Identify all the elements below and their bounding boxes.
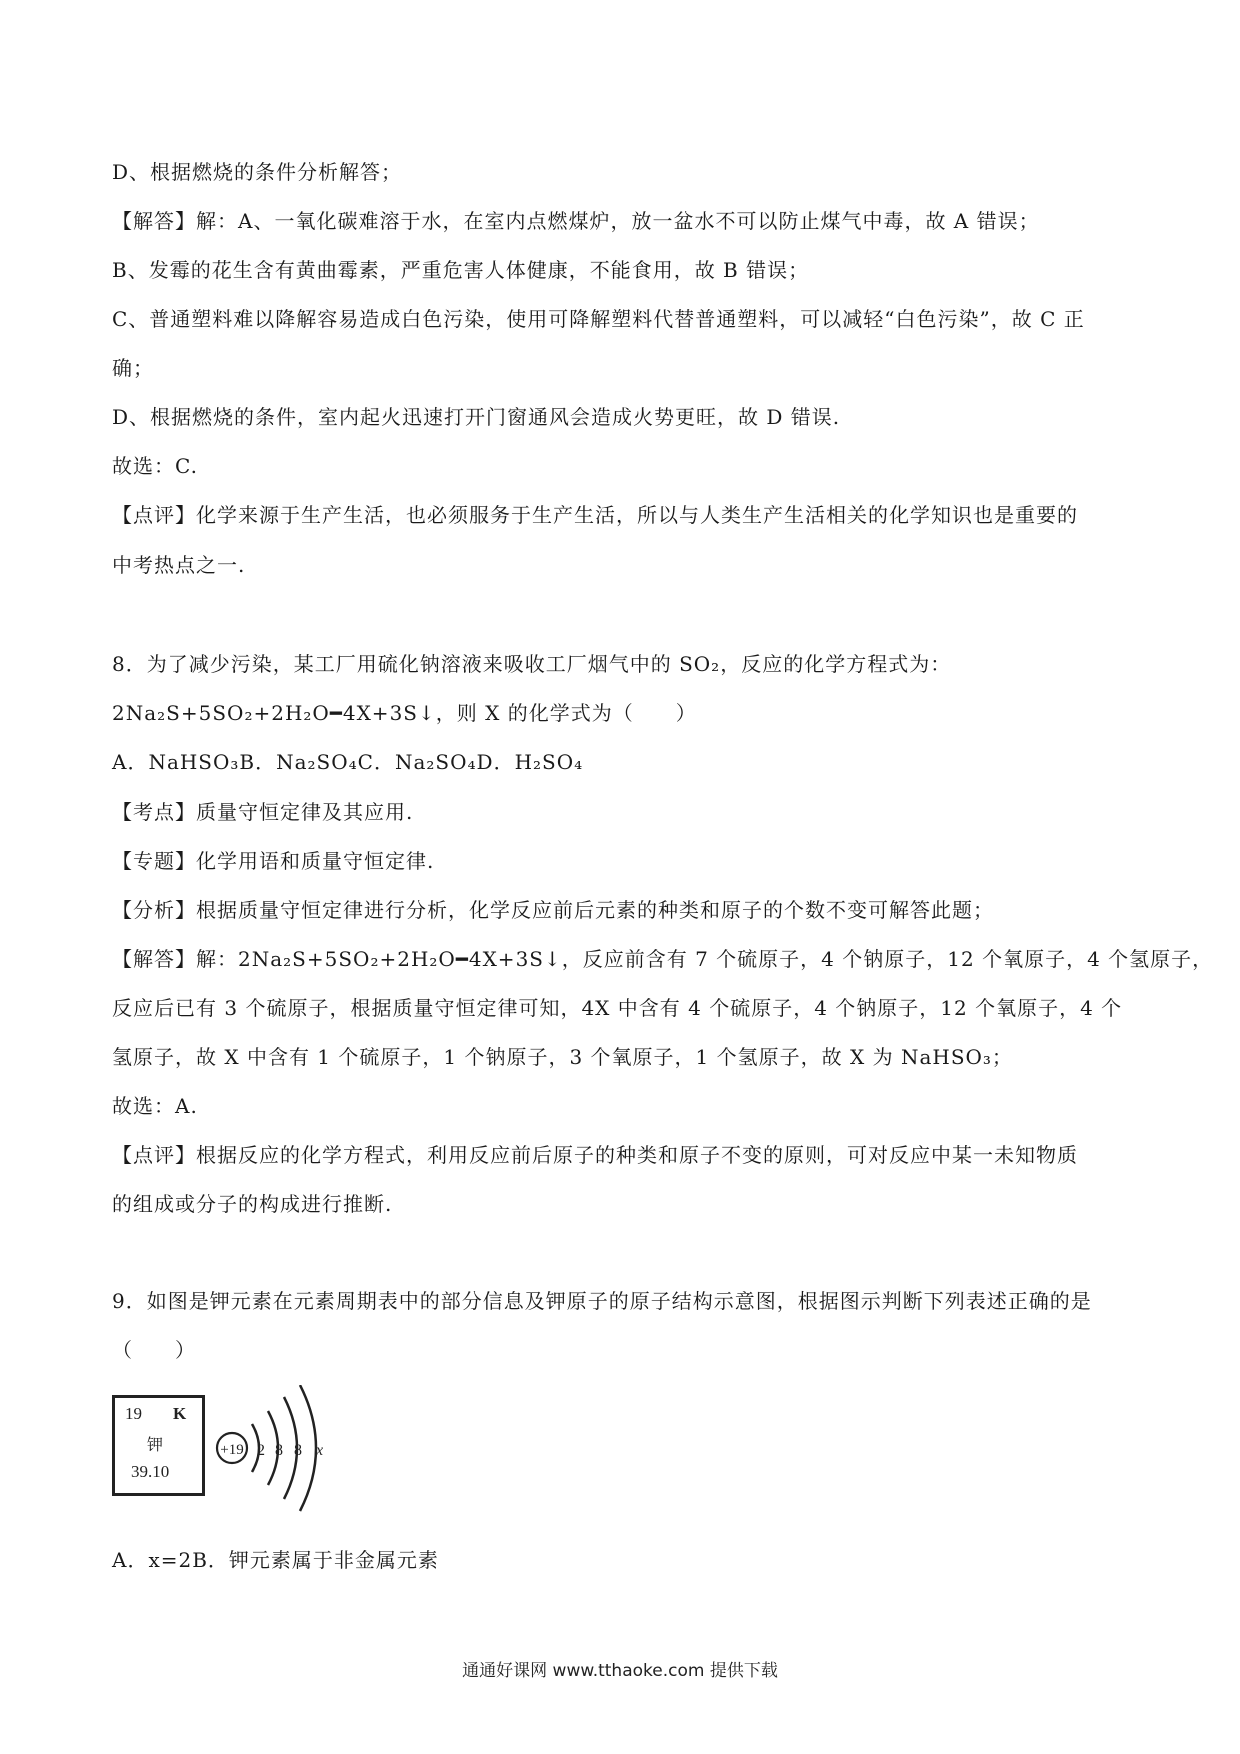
text-line: D、根据燃烧的条件分析解答；: [112, 160, 403, 184]
atomic-mass: 39.10: [131, 1462, 170, 1481]
text-line: 【解答】解：A、一氧化碳难溶于水，在室内点燃煤炉，放一盆水不可以防止煤气中毒，故 A 错误；: [112, 209, 1040, 233]
text-line: 故选：A.: [112, 1094, 198, 1118]
question-9-stem: 9．如图是钾元素在元素周期表中的部分信息及钾原子的原子结构示意图，根据图示判断下列表述正确的是: [112, 1289, 1092, 1313]
atom-structure-diagram: [212, 1385, 352, 1515]
chemical-equation: 2Na₂S+5SO₂+2H₂O━4X+3S↓，则 X 的化学式为（ ）: [112, 701, 697, 725]
text-line: 【专题】化学用语和质量守恒定律.: [112, 849, 435, 873]
text-line: 【解答】解：2Na₂S+5SO₂+2H₂O━4X+3S↓，反应前含有 7 个硫原子，4 个钠原子，12 个氧原子，4 个氢原子，: [112, 947, 1214, 971]
text-line: 确；: [112, 356, 154, 380]
atomic-number: 19: [125, 1404, 142, 1423]
footer-credit: 通通好课网 www.tthaoke.com 提供下载: [462, 1661, 778, 1681]
text-line: 的组成或分子的构成进行推断.: [112, 1192, 393, 1216]
question-8-stem: 8．为了减少污染，某工厂用硫化钠溶液来吸收工厂烟气中的 SO₂，反应的化学方程式为：: [112, 652, 952, 676]
text-line: B、发霉的花生含有黄曲霉素，严重危害人体健康，不能食用，故 B 错误；: [112, 258, 810, 282]
question-9-options: A．x=2B．钾元素属于非金属元素: [112, 1548, 439, 1572]
electron-shell-4: [300, 1385, 316, 1511]
shell-1-count: 2: [257, 1442, 265, 1459]
shell-3-count: 8: [294, 1442, 302, 1459]
text-line: 【点评】化学来源于生产生活，也必须服务于生产生活，所以与人类生产生活相关的化学知识也是重要的: [112, 503, 1078, 527]
periodic-table-cell: [112, 1395, 205, 1496]
text-line: D、根据燃烧的条件，室内起火迅速打开门窗通风会造成火势更旺，故 D 错误.: [112, 405, 841, 429]
element-name: 钾: [147, 1437, 164, 1454]
question-8-options: A．NaHSO₃B．Na₂SO₄C．Na₂SO₄D．H₂SO₄: [112, 750, 584, 774]
shell-4-count: x: [316, 1442, 324, 1459]
nucleus-charge: +19: [220, 1442, 244, 1458]
text-line: 【考点】质量守恒定律及其应用.: [112, 800, 414, 824]
text-line: 中考热点之一.: [112, 553, 246, 577]
text-line: 故选：C.: [112, 454, 198, 478]
text-line: 反应后已有 3 个硫原子，根据质量守恒定律可知，4X 中含有 4 个硫原子，4 个钠原子，12 个氧原子，4 个: [112, 996, 1123, 1020]
text-line: （ ）: [112, 1338, 196, 1362]
text-line: 【点评】根据反应的化学方程式，利用反应前后原子的种类和原子不变的原则，可对反应中某一未知物质: [112, 1143, 1078, 1167]
text-line: 氢原子，故 X 中含有 1 个硫原子，1 个钠原子，3 个氧原子，1 个氢原子，故 X 为 NaHSO₃；: [112, 1045, 1013, 1069]
text-line: C、普通塑料难以降解容易造成白色污染，使用可降解塑料代替普通塑料，可以减轻“白色污染”，故 C 正: [112, 307, 1085, 331]
element-symbol: K: [173, 1404, 187, 1423]
text-line: 【分析】根据质量守恒定律进行分析，化学反应前后元素的种类和原子的个数不变可解答此题；: [112, 898, 994, 922]
potassium-figure: [112, 1385, 352, 1515]
shell-2-count: 8: [275, 1442, 283, 1459]
